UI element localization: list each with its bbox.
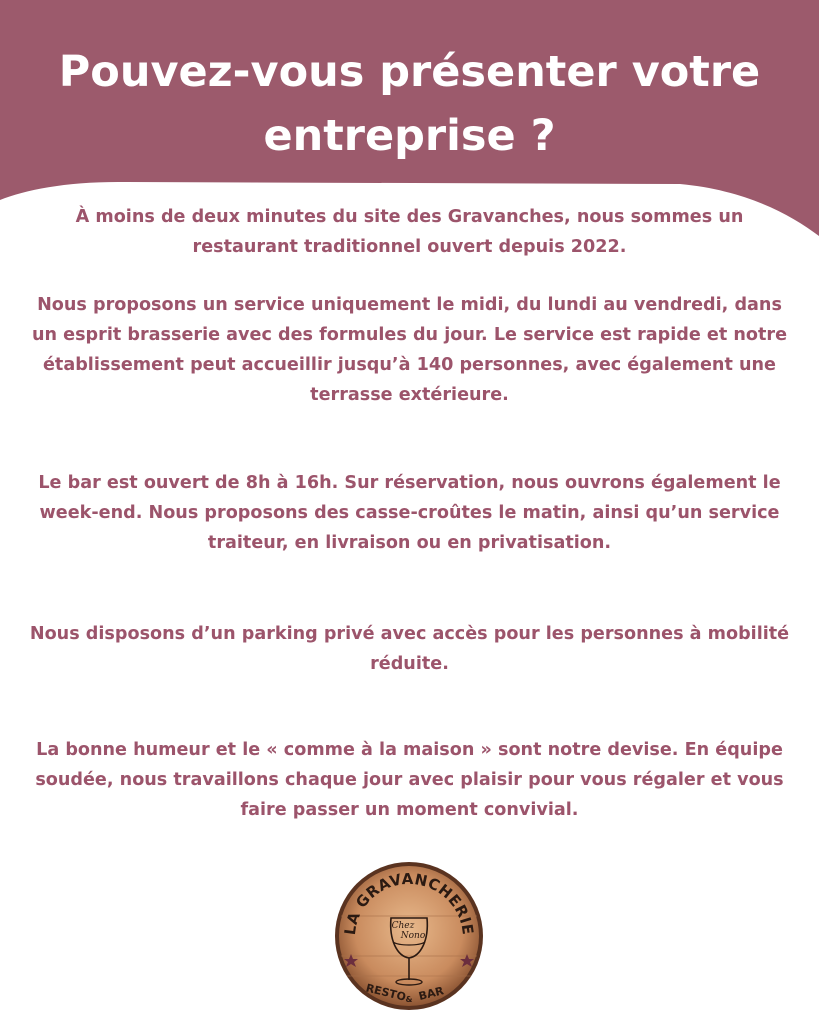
paragraph-line: faire passer un moment convivial.	[240, 800, 579, 820]
logo-bottom-ampersand: &	[405, 995, 413, 1004]
logo-name-text: LA GRAVANCHERIE	[340, 869, 478, 937]
paragraph-line: Le bar est ouvert de 8h à 16h. Sur réservation, nous ouvrons également le	[38, 473, 781, 493]
paragraph-line: La bonne humeur et le « comme à la maison » sont notre devise. En équipe	[36, 740, 783, 760]
logo-bottom-bar: BAR	[417, 984, 446, 1003]
logo-script-line-1: Chez	[391, 921, 415, 931]
page-title	[0, 40, 819, 168]
logo-bottom-resto: RESTO	[364, 981, 408, 1004]
logo-graphic	[333, 858, 485, 1014]
title-line-2: entreprise ?	[263, 111, 556, 161]
paragraph-service	[10, 290, 809, 410]
paragraph-line: Nous proposons un service uniquement le midi, du lundi au vendredi, dans	[37, 295, 782, 315]
paragraph-line: soudée, nous travaillons chaque jour avec plaisir pour vous régaler et vous	[35, 770, 784, 790]
paragraph-line: week-end. Nous proposons des casse-croûtes le matin, ainsi qu’un service	[39, 503, 780, 523]
paragraph-line: restaurant traditionnel ouvert depuis 2022.	[192, 237, 627, 257]
paragraph-parking	[10, 619, 809, 679]
paragraph-motto	[10, 735, 809, 825]
paragraph-line: À moins de deux minutes du site des Gravanches, nous sommes un	[75, 207, 744, 227]
paragraph-line: traiteur, en livraison ou en privatisation.	[207, 533, 612, 553]
title-line-1: Pouvez-vous présenter votre	[58, 47, 761, 97]
restaurant-logo	[333, 858, 485, 1014]
paragraph-bar-hours	[10, 468, 809, 558]
paragraph-line: réduite.	[370, 654, 449, 674]
paragraph-location	[10, 202, 809, 262]
paragraph-line: établissement peut accueillir jusqu’à 140 personnes, avec également une	[43, 355, 776, 375]
logo-script-line-2: Nono	[400, 931, 426, 941]
paragraph-line: un esprit brasserie avec des formules du jour. Le service est rapide et notre	[31, 325, 788, 345]
paragraph-line: terrasse extérieure.	[310, 385, 509, 405]
paragraph-line: Nous disposons d’un parking privé avec accès pour les personnes à mobilité	[29, 624, 790, 644]
